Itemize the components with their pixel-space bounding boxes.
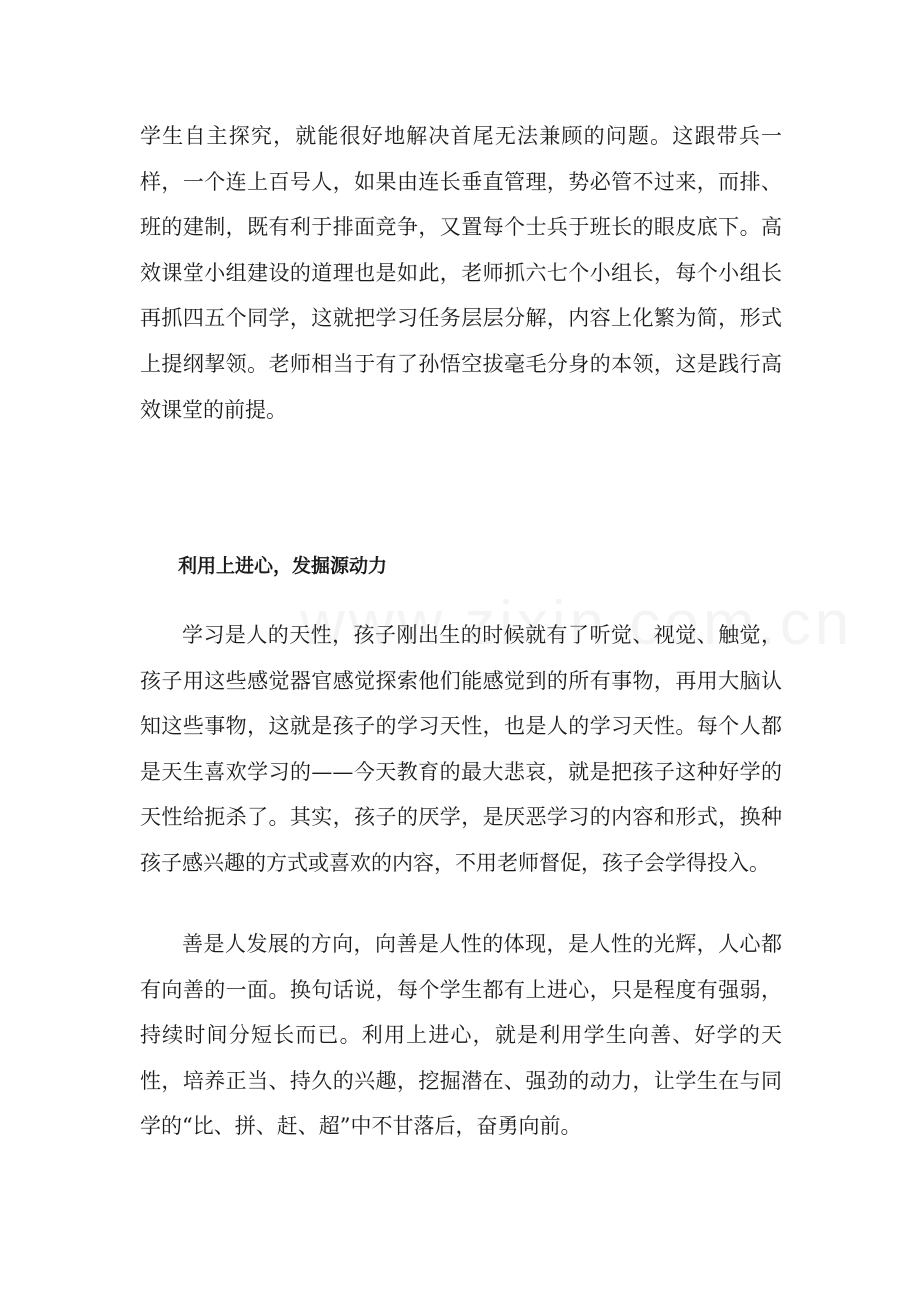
paragraph-continuation: 学生自主探究，就能很好地解决首尾无法兼顾的问题。这跟带兵一样，一个连上百号人，如果由连长垂直管理，势必管不过来，而排、班的建制，既有利于排面竞争，又置每个士兵于班长的眼皮底下。高效课堂小组建设的道理也是如此，老师抓六七个小组长，每个小组长再抓四五个同学，这就把学习任务层层分解，内容上化繁为简，形式上提纲挈领。老师相当于有了孙悟空拔毫毛分身的本领，这是践行高效课堂的前提。 — [140, 124, 782, 422]
paragraph-learning-nature: 学习是人的天性，孩子刚出生的时候就有了听觉、视觉、触觉，孩子用这些感觉器官感觉探索他们能感觉到的所有事物，再用大脑认知这些事物，这就是孩子的学习天性，也是人的学习天性。每个人都是天生喜欢学习的——今天教育的最大悲哀，就是把孩子这种好学的天性给扼杀了。其实，孩子的厌学，是厌恶学习的内容和形式，换种孩子感兴趣的方式或喜欢的内容，不用老师督促，孩子会学得投入。 — [140, 623, 782, 875]
section-heading: 利用上进心，发掘源动力 — [178, 555, 388, 577]
paragraph-goodness: 善是人发展的方向，向善是人性的体现，是人性的光辉，人心都有向善的一面。换句话说，每个学生都有上进心，只是程度有强弱，持续时间分短长而已。利用上进心，就是利用学生向善、好学的天性，培养正当、持久的兴趣，挖掘潜在、强劲的动力，让学生在与同学的“比、拼、赶、超”中不甘落后，奋勇向前。 — [140, 932, 782, 1139]
